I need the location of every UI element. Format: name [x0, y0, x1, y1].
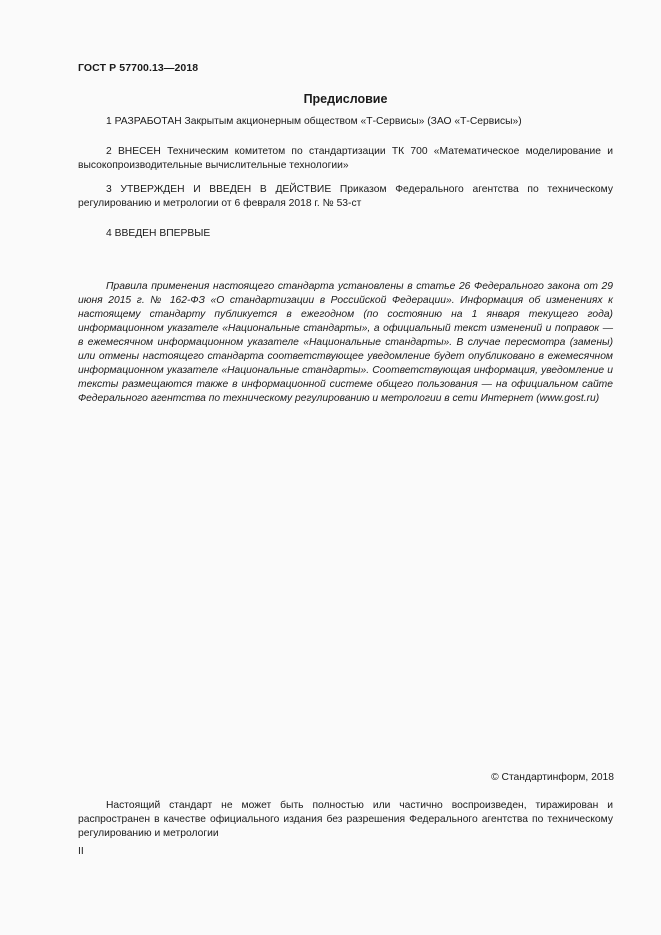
copyright: © Стандартинформ, 2018 [491, 772, 614, 783]
standard-code: ГОСТ Р 57700.13—2018 [78, 62, 199, 74]
page-number: II [78, 846, 84, 857]
reproduction-notice: Настоящий стандарт не может быть полностью или частично воспроизведен, тиражирован и распространен в качестве официального издания без разрешения Федерального агентства по техническому регулированию и метрологии [78, 800, 613, 839]
page-title: Предисловие [303, 92, 388, 106]
item-introduced: 2 ВНЕСЕН Техническим комитетом по стандартизации ТК 700 «Математическое моделирование и высокопроизводительные вычислительные технологии» [78, 146, 613, 171]
item-first-introduced: 4 ВВЕДЕН ВПЕРВЫЕ [106, 228, 211, 239]
item-approved: 3 УТВЕРЖДЕН И ВВЕДЕН В ДЕЙСТВИЕ Приказом Федерального агентства по техническому регулированию и метрологии от 6 февраля 2018 г. № 53-ст [78, 184, 613, 209]
item-developed: 1 РАЗРАБОТАН Закрытым акционерным обществом «Т-Сервисы» (ЗАО «Т-Сервисы») [106, 116, 522, 127]
application-notice: Правила применения настоящего стандарта установлены в статье 26 Федерального закона от 29 июня 2015 г. № 162-ФЗ «О стандартизации в Российской Федерации». Информация об изменениях к настоящему стандарту публикуется в ежегодном (по состоянию на 1 января текущего года) информационном указателе «Национальные стандарты», а официальный текст изменений и поправок — в ежемесячном информационном указателе «Национальные стандарты». В случае пересмотра (замены) или отмены настоящего стандарта соответствующее уведомление будет опубликовано в ежемесячном информационном указателе «Национальные стандарты». Соответствующая информация, уведомление и тексты размещаются также в информационной системе общего пользования — на официальном сайте Федерального агентства по техническому регулированию и метрологии в сети Интернет (www.gost.ru) [78, 281, 613, 404]
